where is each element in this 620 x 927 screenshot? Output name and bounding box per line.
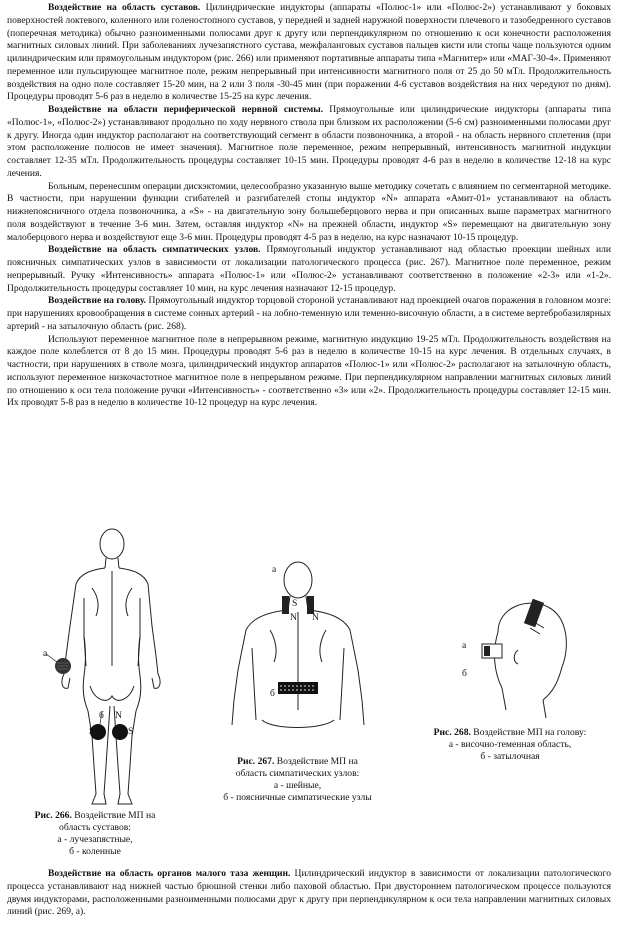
paragraph-text: Цилиндрический индуктор в зависимости от локализации патологического процесса устанавливают над нижней частью брюшной стенки либо паховой областью. При двустороннем патологическом процессе пользуются двумя индукторами, расположенными разноименными полюсами друг к другу при перпендикулярном к оси тела направлении магнитных силовых линий (рис. 269, а). [7, 868, 611, 918]
heading-sympathetic: Воздействие на область симпатических узлов. [48, 244, 261, 256]
paragraph-text: Прямоугольный индуктор торцовой стороной устанавливают над проекцией очагов поражения в головном мозге: при нарушениях кровообращения в системе сонных артерий - на лобно-теменную или теменно-височную области, а в системе вертебробазилярных артерий - на затылочную область (рис. 268). [7, 295, 611, 332]
fig267-label-s: S [292, 598, 298, 609]
fig267-label-n-left: N [290, 612, 297, 623]
figure-268-illustration [458, 592, 578, 722]
paragraph-sympathetic [7, 244, 611, 295]
fig267-label-n-right: N [312, 612, 319, 623]
heading-peripheral-nerves: Воздействие на области периферической нервной системы. [48, 104, 324, 115]
fig267-label-b: б [270, 688, 275, 699]
paragraph-text: Больным, перенесшим операции дискэктомии, целесообразно указанную выше методику сочетать с влиянием по сегментарной методике. В частности, при нарушении функции сгибателей и разгибателей стопы индуктор «N» аппарата «Амит-01» устанавливают на область нижнепоясничного отдела позвоночника, а «S» - на двигательную зону большеберцового нерва и при описанных выше параметрах магнитного поля воздействуют в течение 3-6 мин. Затем, оставляя индуктор «N» на прежней области, индуктор «S» перемещают на двигательную зону малоберцового нерва и воздействуют еще 3-6 мин. Процедуры проводят 4-5 раз в неделю, на курс назначают 10-15 процедур. [7, 180, 611, 243]
heading-joints: Воздействие на область суставов. [48, 2, 201, 13]
figure-266-illustration [40, 526, 180, 808]
bottom-text [7, 868, 611, 919]
caption-line: а - лучезапястные, [57, 834, 133, 845]
fig266-label-n: N [115, 710, 122, 721]
main-text [7, 2, 611, 410]
paragraph-discectomy [7, 181, 611, 245]
paragraph-text: Используют переменное магнитное поле в непрерывном режиме, магнитную индукцию 19-25 мТл. Продолжительность воздействия на каждое поле колеблется от 8 до 15 мин. Процедуры проводят 5-6 раз в неделю в количестве 10-15 на курс лечения. В отдельных случаях, в частности, при нарушениях в стволе мозга, цилиндрический индуктор аппаратов «Полюс-1» или «Полюс-2» располагают на затылочную область, используют переменное низкочастотное магнитное поле в непрерывном режиме. При перпендикулярном направлении магнитных силовых линий по отношению к оси тела положение ручки «Интенсивность» - соответственно «3» или «2». Продолжительность процедуры составляет 12-15 мин. Их проводят 5-8 раз в неделю в количестве 10-12 процедур на курс лечения. [7, 333, 611, 409]
fig267-caption [190, 756, 405, 804]
paragraph-head-params [7, 334, 611, 411]
caption-line: область симпатических узлов: [235, 768, 360, 779]
fig267-label-a: а [272, 564, 277, 575]
figures-area [0, 520, 620, 880]
fig266-number: Рис. 266. [34, 810, 72, 821]
fig268-label-b: б [462, 668, 467, 679]
fig266-label-s-left: S [89, 726, 95, 737]
paragraph-peripheral-nerves [7, 104, 611, 181]
paragraph-head [7, 295, 611, 333]
heading-head: Воздействие на голову. [48, 295, 147, 307]
heading-pelvic: Воздействие на область органов малого таза женщин. [48, 868, 291, 879]
caption-line: Воздействие МП на [71, 810, 156, 821]
fig266-label-b: б [99, 710, 104, 721]
fig266-label-s-right: S [128, 726, 134, 737]
caption-line: б - поясничные симпатические узлы [223, 792, 372, 803]
fig267-number: Рис. 267. [237, 756, 275, 767]
paragraph-text: Цилиндрические индукторы (аппараты «Полюс-1» или «Полюс-2») устанавливают у боковых поверхностей локтевого, коленного или голеностопного суставов, у передней и задней наружной поверхности плечевого и тазобедренного суставов (поперечная методика) обычно разноименными полюсами друг к другу или перпендикулярном по отношению к оси конечности расположения магнитных силовых линий. При заболеваниях лучезапястного сустава, межфаланговых суставов пальцев кисти или стопы чаще пользуются одним цилиндрическим или прямоугольным индуктором (рис. 266) или применяют портативные аппараты типа «Магнитер» или «МАГ-30-4». Применяют переменное или пульсирующее магнитное поле, режим непрерывный при интенсивности магнитного поля от 25 до 50 мТл. Продолжительность воздействия на одно поле составляет 15-20 мин, на 2 или 3 поля -30-45 мин (при поражении 4-6 суставов воздействия на них чередуют по дням). Процедуры проводят 5-6 раз в неделю в количестве 15-25 на курс лечения. [7, 2, 611, 103]
fig268-caption [410, 727, 610, 763]
figure-267-illustration [222, 560, 372, 745]
caption-line: Воздействие МП на голову: [470, 727, 587, 738]
caption-line: а - височно-теменная область, [448, 739, 572, 750]
caption-line: б - коленные [69, 846, 121, 857]
paragraph-pelvic [7, 868, 611, 919]
caption-line: Воздействие МП на [274, 756, 358, 767]
fig266-label-a: а [43, 648, 48, 659]
paragraph-text: Прямоугольные или цилиндрические индукторы (аппараты типа «Полюс-1», «Полюс-2») устанавливают продольно по ходу нервного ствола при близком их расположении (5-6 см) разноименными полюсами друг к другу. Иногда один индуктор располагают на соответствующий сегмент в области позвоночника, а второй - на область нервного сплетения (при этом расположение полюсов не имеет значения). Магнитное поле переменное, режим непрерывный, интенсивность магнитной индукции составляет 12-35 мТл. Продолжительность процедуры составляет 10-15 мин. Процедуры проводят 4-6 раз в неделю в количестве 12-18 на курс лечения. [7, 104, 611, 179]
paragraph-text: Прямоугольный индуктор устанавливают над областью проекции шейных или поясничных симпатических узлов в зависимости от локализации патологического процесса (рис. 267). Магнитное поле переменное, режим непрерывный. Ручку «Интенсивность» аппарата «Полюс-1» или «Полюс-2» устанавливают соответственно в положение «2-3» или «1-2». Продолжительность процедуры составляет 10 мин, на курс лечения назначают 12-15 процедур. [7, 244, 611, 294]
fig266-caption [10, 810, 180, 858]
caption-line: а - шейные, [273, 780, 322, 791]
fig268-label-a: а [462, 640, 467, 651]
caption-line: б - затылочная [480, 751, 540, 762]
caption-line: область суставов: [59, 822, 131, 833]
paragraph-joints [7, 2, 611, 104]
fig268-number: Рис. 268. [433, 727, 471, 738]
